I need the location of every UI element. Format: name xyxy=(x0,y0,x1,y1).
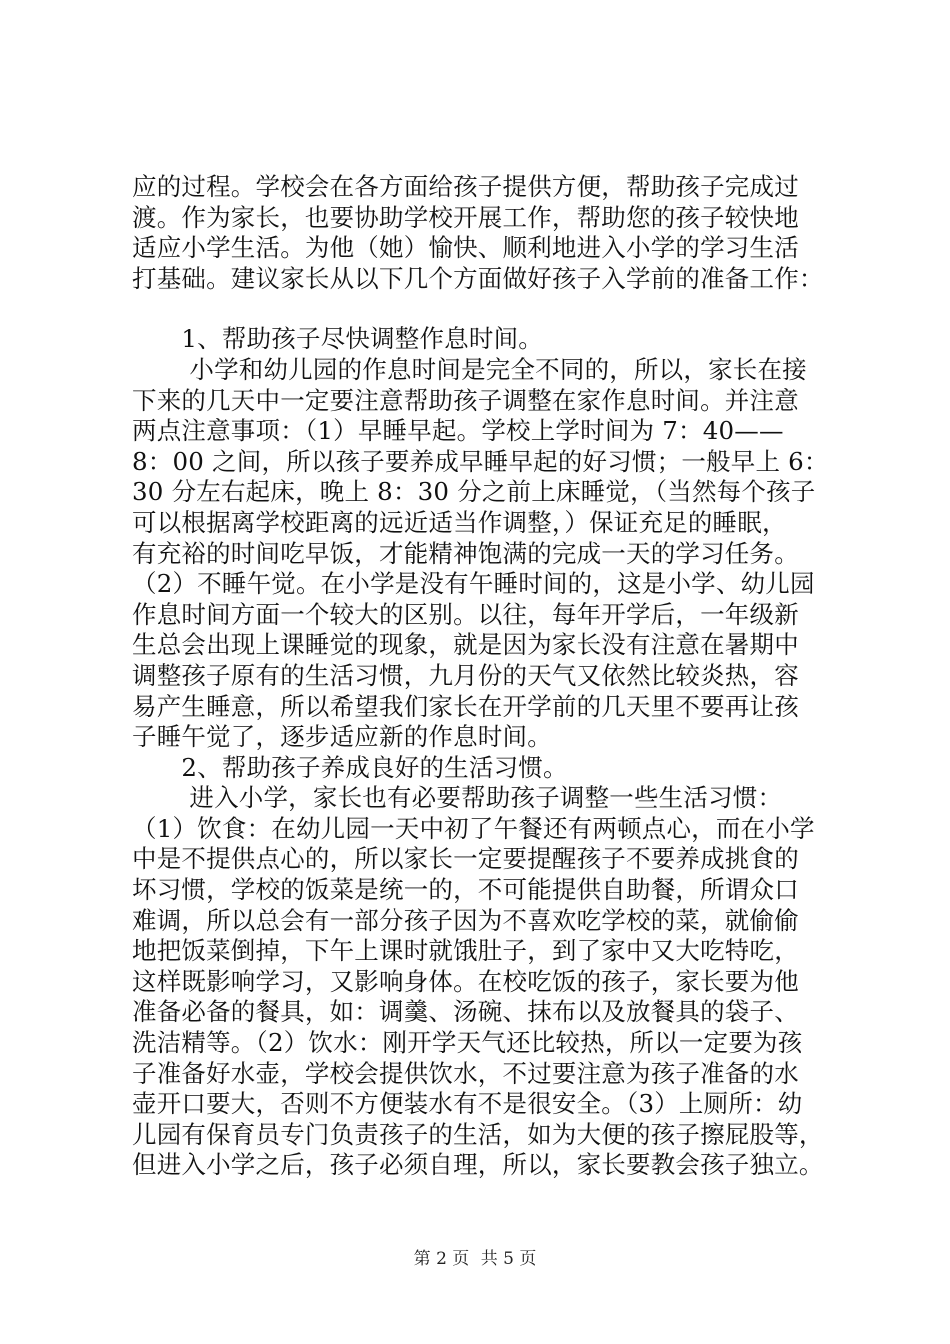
text-line: 进入小学，家长也有必要帮助孩子调整一些生活习惯： xyxy=(132,783,783,813)
text-line: 子睡午觉了，逐步适应新的作息时间。 xyxy=(132,722,552,752)
text-line: （2）不睡午觉。在小学是没有午睡时间的，这是小学、幼儿园 xyxy=(132,569,815,599)
text-line: 洗洁精等。（2）饮水：刚开学天气还比较热，所以一定要为孩 xyxy=(132,1028,803,1058)
page-footer xyxy=(0,1244,950,1269)
text-line: 30 分左右起床，晚上 8：30 分之前上床睡觉，（当然每个孩子 xyxy=(132,477,816,507)
text-line: 有充裕的时间吃早饭，才能精神饱满的完成一天的学习任务。 xyxy=(132,538,799,568)
text-line: 壶开口要大，否则不方便装水有不是很安全。（3）上厕所：幼 xyxy=(132,1089,803,1119)
text-line: 但进入小学之后，孩子必须自理，所以，家长要教会孩子独立。 xyxy=(132,1150,824,1180)
text-line: 两点注意事项：（1）早睡早起。学校上学时间为 7：40—— xyxy=(132,416,784,446)
text-line: 儿园有保育员专门负责孩子的生活，如为大便的孩子擦屁股等， xyxy=(132,1119,824,1149)
page-total: 共 5 页 xyxy=(480,1249,537,1269)
text-line: 准备必备的餐具，如：调羹、汤碗、抹布以及放餐具的袋子、 xyxy=(132,997,799,1027)
text-line: 应的过程。学校会在各方面给孩子提供方便，帮助孩子完成过 xyxy=(132,172,799,201)
text-line: 8：00 之间，所以孩子要养成早睡早起的好习惯；一般早上 6： xyxy=(132,446,829,476)
text-line: 生总会出现上课睡觉的现象，就是因为家长没有注意在暑期中 xyxy=(132,630,799,660)
text-line: 子准备好水壶，学校会提供饮水，不过要注意为孩子准备的水 xyxy=(132,1058,799,1088)
text-line: 打基础。建议家长从以下几个方面做好孩子入学前的准备工作： xyxy=(132,263,824,293)
intro-paragraph xyxy=(132,172,822,294)
text-line: 中是不提供点心的，所以家长一定要提醒孩子不要养成挑食的 xyxy=(132,844,799,874)
document-body xyxy=(132,172,829,1181)
text-line: 小学和幼儿园的作息时间是完全不同的，所以，家长在接 xyxy=(132,354,807,384)
paragraph-gap xyxy=(132,294,822,324)
page-number: 第 2 页 xyxy=(413,1249,470,1269)
text-line: 可以根据离学校距离的远近适当作调整，）保证充足的睡眠， xyxy=(132,507,787,537)
text-line: 地把饭菜倒掉，下午上课时就饿肚子，到了家中又大吃特吃， xyxy=(132,936,799,966)
text-line: 2、帮助孩子养成良好的生活习惯。 xyxy=(132,752,568,782)
text-line: 渡。作为家长，也要协助学校开展工作，帮助您的孩子较快地 xyxy=(132,202,799,232)
text-line: 这样既影响学习，又影响身体。在校吃饭的孩子，家长要为他 xyxy=(132,966,799,996)
text-line: 作息时间方面一个较大的区别。以往，每年开学后，一年级新 xyxy=(132,599,799,629)
text-line: 1、帮助孩子尽快调整作息时间。 xyxy=(132,324,543,354)
text-line: 下来的几天中一定要注意帮助孩子调整在家作息时间。并注意 xyxy=(132,385,799,415)
text-line: 坏习惯，学校的饭菜是统一的，不可能提供自助餐，所谓众口 xyxy=(132,875,799,905)
text-line: （1）饮食：在幼儿园一天中初了午餐还有两顿点心，而在小学 xyxy=(132,813,815,843)
text-line: 易产生睡意，所以希望我们家长在开学前的几天里不要再让孩 xyxy=(132,691,799,721)
text-line: 调整孩子原有的生活习惯，九月份的天气又依然比较炎热，容 xyxy=(132,660,799,690)
main-paragraphs xyxy=(132,324,829,1181)
text-line: 难调，所以总会有一部分孩子因为不喜欢吃学校的菜，就偷偷 xyxy=(132,905,799,935)
text-line: 适应小学生活。为他（她）愉快、顺利地进入小学的学习生活 xyxy=(132,233,799,263)
